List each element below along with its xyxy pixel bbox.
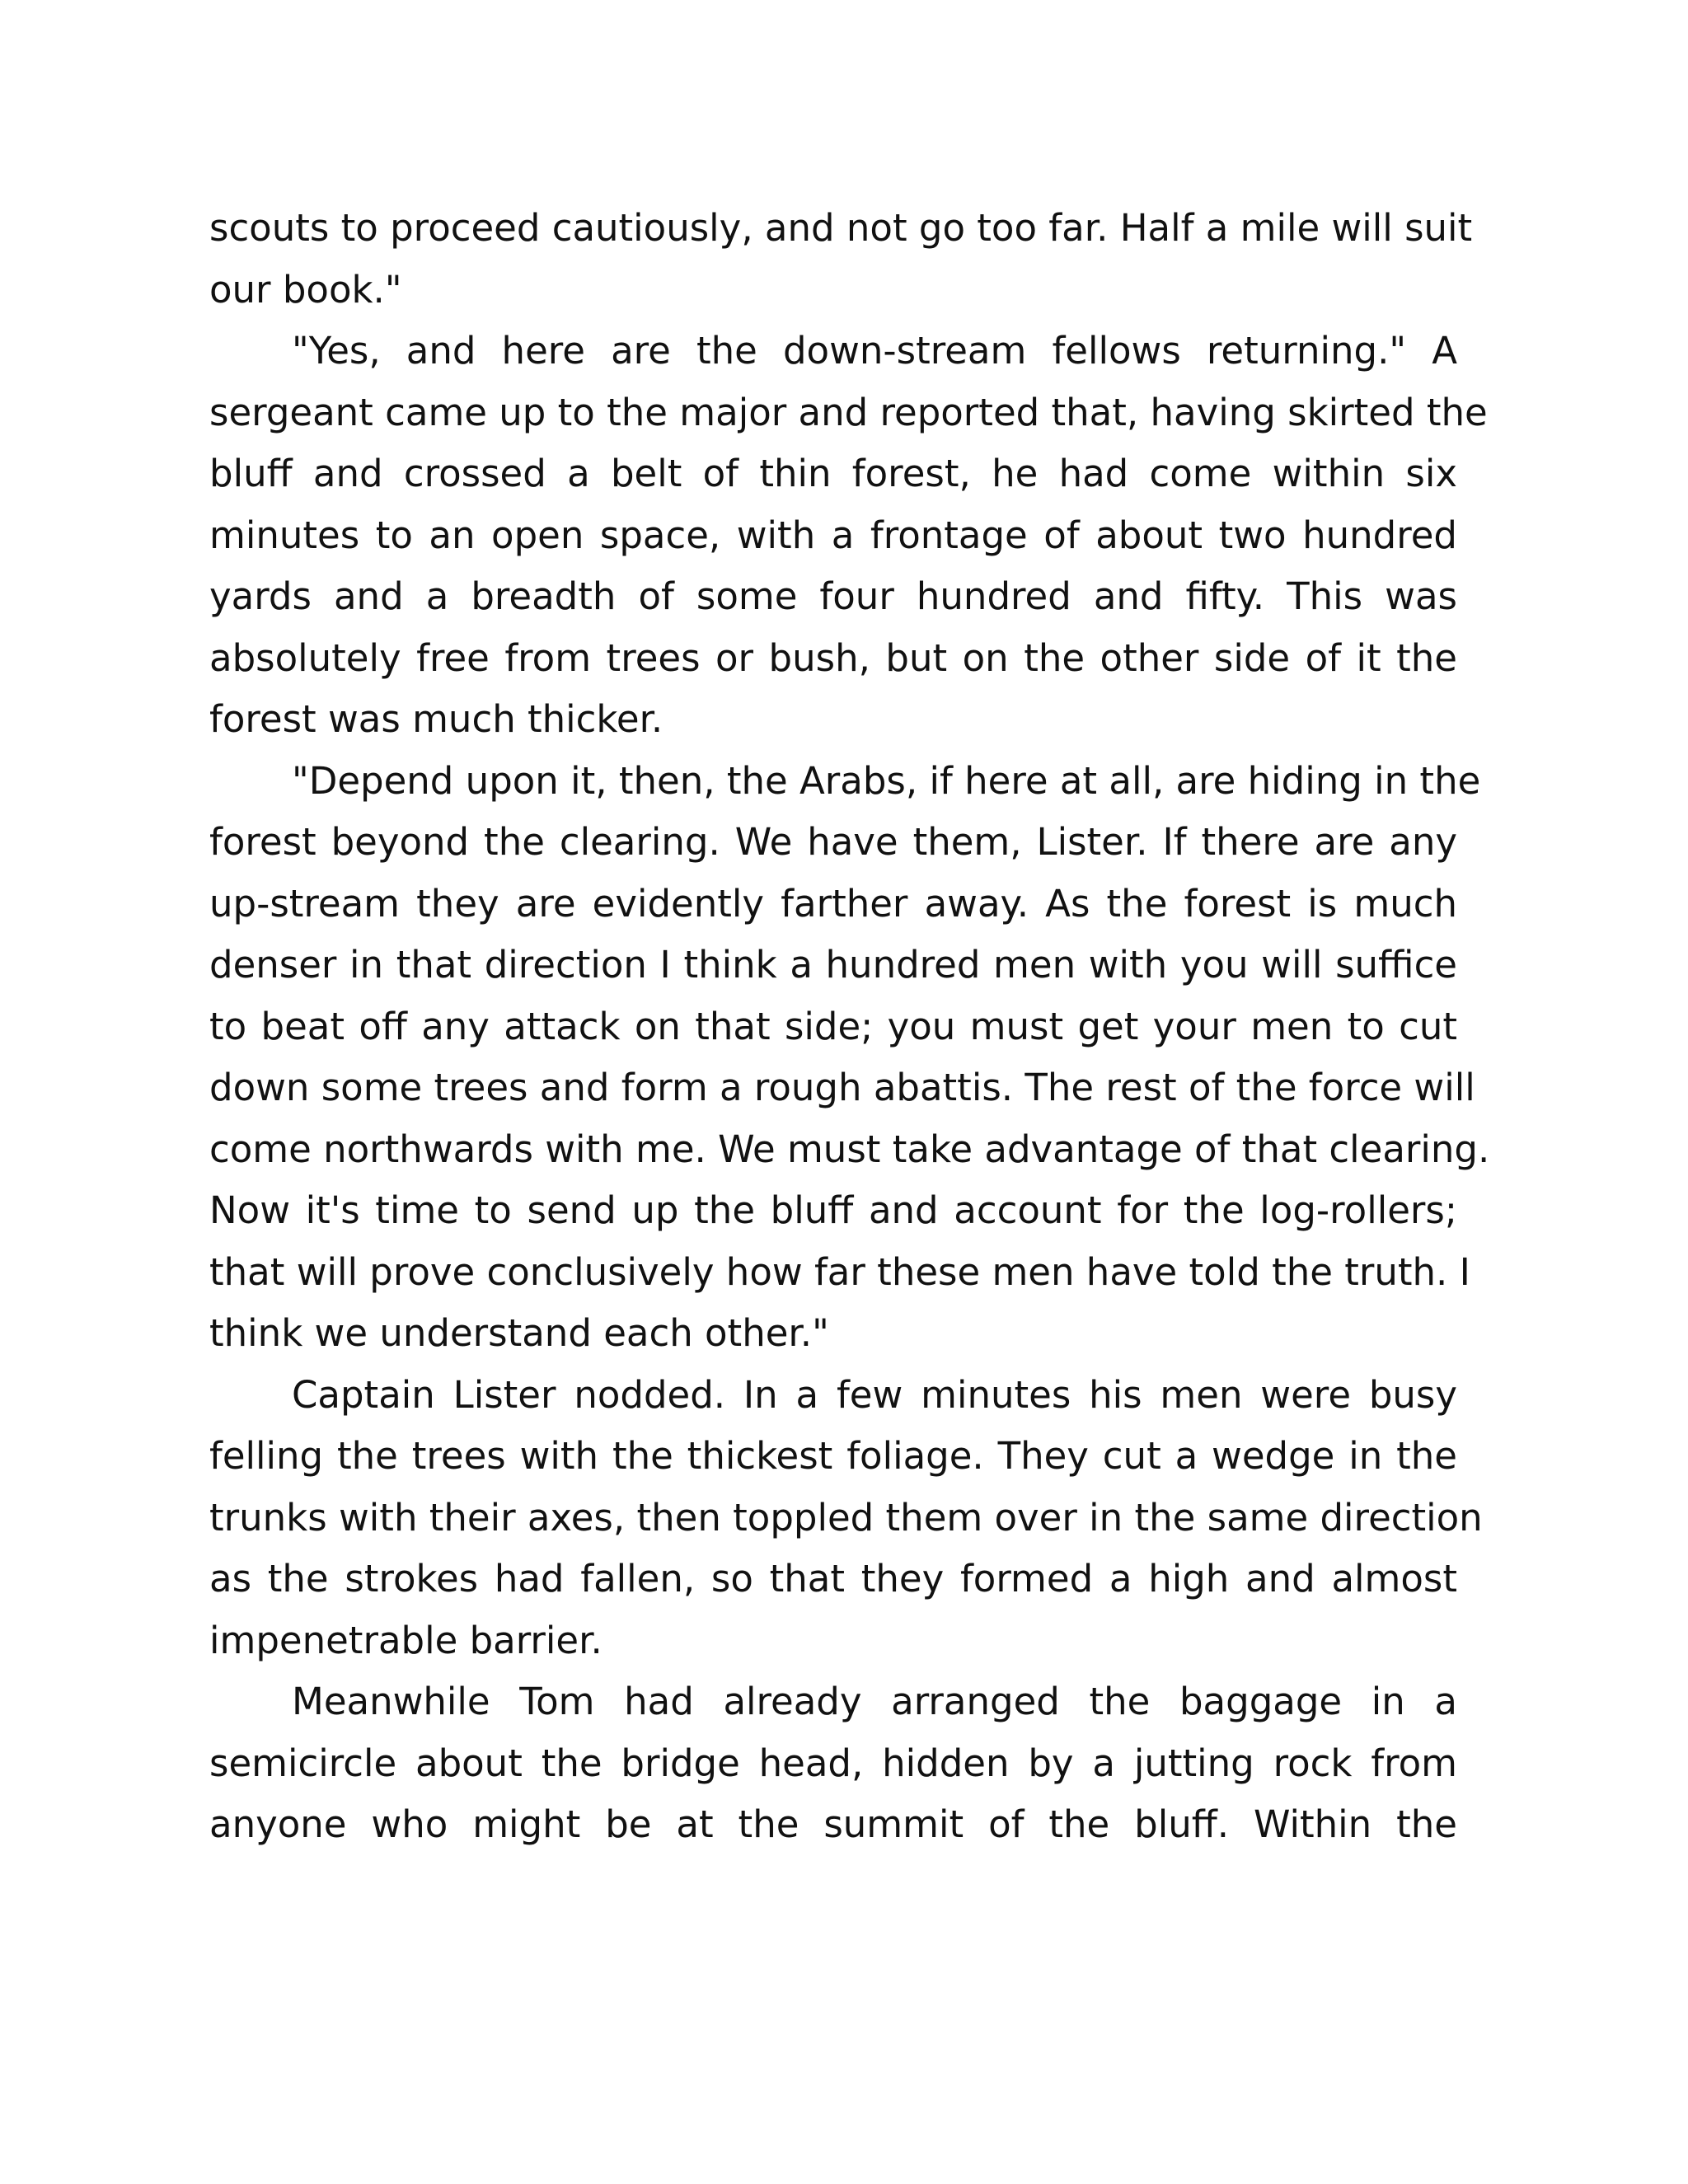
text-line: bluff and crossed a belt of thin forest, he had come within six [209, 452, 1457, 495]
text-line: "Yes, and here are the down-stream fellows returning." A [292, 329, 1457, 373]
body-text [209, 198, 1490, 1856]
text-line: scouts to proceed cautiously, and not go too far. Half a mile will suit [209, 206, 1473, 250]
text-line: forest beyond the clearing. We have them, Lister. If there are any [209, 820, 1457, 864]
text-line: trunks with their axes, then toppled them over in the same direction [209, 1495, 1483, 1540]
text-line: come northwards with me. We must take advantage of that clearing. [209, 1127, 1490, 1171]
text-line: yards and a breadth of some four hundred and fifty. This was [209, 574, 1457, 618]
text-line: Now it's time to send up the bluff and account for the log-rollers; [209, 1188, 1457, 1232]
text-line: forest was much thicker. [209, 697, 663, 741]
text-line: denser in that direction I think a hundred men with you will suffice [209, 943, 1457, 987]
text-line: anyone who might be at the summit of the bluff. Within the [209, 1802, 1457, 1846]
text-line: as the strokes had fallen, so that they formed a high and almost [209, 1557, 1457, 1601]
text-line: minutes to an open space, with a frontage of about two hundred [209, 513, 1457, 557]
text-line: sergeant came up to the major and reported that, having skirted the [209, 390, 1488, 434]
text-line: Captain Lister nodded. In a few minutes his men were busy [292, 1372, 1457, 1417]
text-line: our book." [209, 267, 402, 312]
text-line: felling the trees with the thickest foliage. They cut a wedge in the [209, 1434, 1457, 1478]
text-line: semicircle about the bridge head, hidden by a jutting rock from [209, 1741, 1457, 1785]
text-line: that will prove conclusively how far these men have told the truth. I [209, 1249, 1470, 1294]
text-line: Meanwhile Tom had already arranged the baggage in a [292, 1680, 1457, 1723]
text-line: "Depend upon it, then, the Arabs, if here at all, are hiding in the [292, 758, 1481, 803]
text-line: think we understand each other." [209, 1311, 829, 1355]
text-line: to beat off any attack on that side; you must get your men to cut [209, 1004, 1457, 1048]
text-line: down some trees and form a rough abattis. The rest of the force will [209, 1066, 1475, 1109]
text-line: absolutely free from trees or bush, but on the other side of it the [209, 635, 1457, 680]
text-line: up-stream they are evidently farther away. As the forest is much [209, 881, 1457, 926]
text-line: impenetrable barrier. [209, 1618, 603, 1662]
